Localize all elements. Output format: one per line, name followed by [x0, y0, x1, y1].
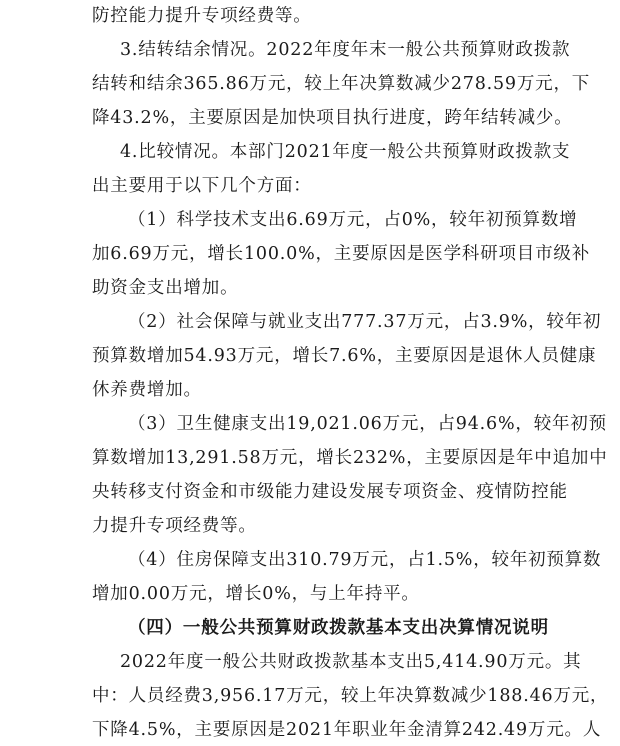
- text-line-11: 预算数增加54.93万元，增长7.6%，主要原因是退休人员健康: [92, 346, 597, 366]
- text-line-21: 中：人员经费3,956.17万元，较上年决算数减少188.46万元，: [92, 686, 609, 706]
- text-line-9: 助资金支出增加。: [92, 278, 239, 298]
- text-line-14: 算数增加13,291.58万元，增长232%，主要原因是年中追加中: [92, 448, 608, 468]
- text-line-15: 央转移支付资金和市级能力建设发展专项资金、疫情防控能: [92, 482, 568, 502]
- text-line-2: 3.结转结余情况。2022年度年末一般公共预算财政拨款: [120, 40, 571, 60]
- text-line-1: 防控能力提升专项经费等。: [92, 6, 312, 26]
- section-heading: （四）一般公共预算财政拨款基本支出决算情况说明: [128, 618, 549, 638]
- text-line-10: （2）社会保障与就业支出777.37万元，占3.9%，较年初: [128, 312, 602, 332]
- text-line-20: 2022年度一般公共财政拨款基本支出5,414.90万元。其: [120, 652, 582, 672]
- text-line-4: 降43.2%，主要原因是加快项目执行进度，跨年结转减少。: [92, 108, 573, 128]
- text-line-7: （1）科学技术支出6.69万元，占0%，较年初预算数增: [128, 210, 578, 230]
- text-line-22: 下降4.5%，主要原因是2021年职业年金清算242.49万元。人: [92, 720, 602, 740]
- text-line-16: 力提升专项经费等。: [92, 516, 257, 536]
- text-line-18: 增加0.00万元，增长0%，与上年持平。: [92, 584, 420, 604]
- text-line-17: （4）住房保障支出310.79万元，占1.5%，较年初预算数: [128, 550, 602, 570]
- text-line-8: 加6.69万元，增长100.0%，主要原因是医学科研项目市级补: [92, 244, 590, 264]
- text-line-5: 4.比较情况。本部门2021年度一般公共预算财政拨款支: [120, 142, 571, 162]
- text-line-6: 出主要用于以下几个方面：: [92, 176, 312, 196]
- text-line-12: 休养费增加。: [92, 380, 202, 400]
- text-line-13: （3）卫生健康支出19,021.06万元，占94.6%，较年初预: [128, 414, 607, 434]
- text-line-3: 结转和结余365.86万元，较上年决算数减少278.59万元，下: [92, 74, 591, 94]
